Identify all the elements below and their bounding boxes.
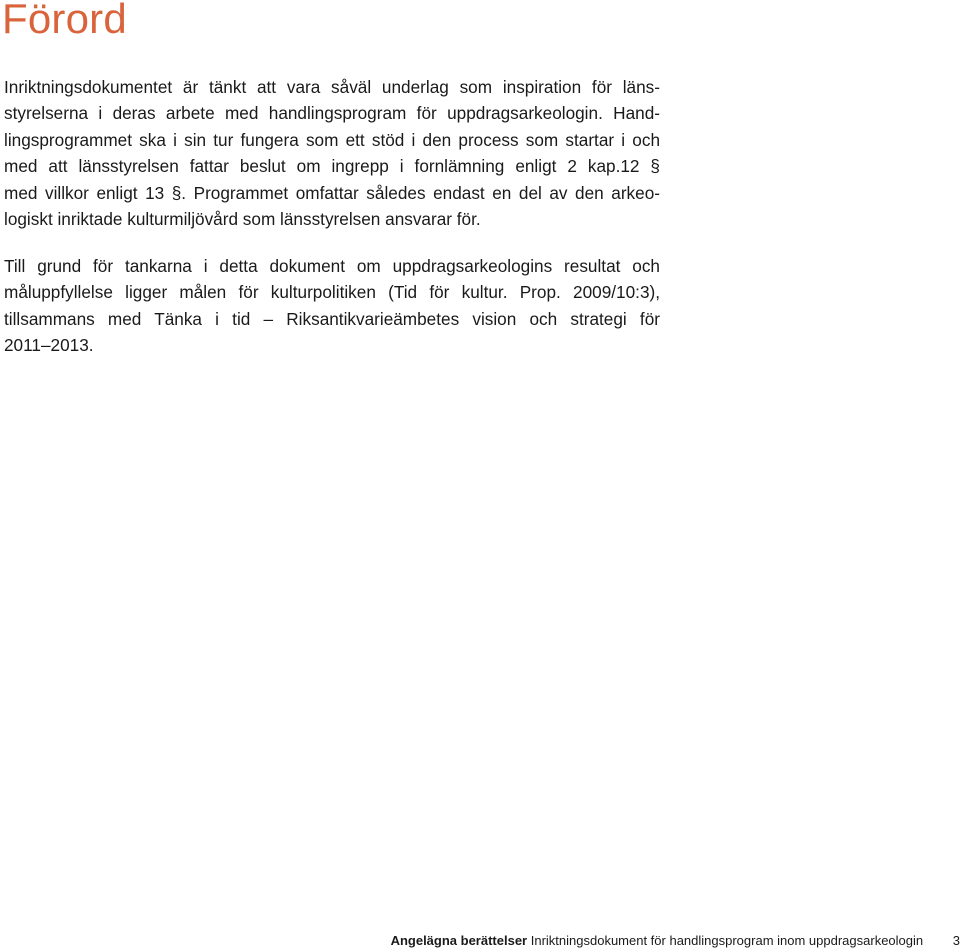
footer-series-title: Angelägna berättelser	[390, 933, 528, 948]
page-title: Förord	[2, 0, 127, 42]
paragraph-intro	[4, 74, 660, 232]
paragraph-line: 2011–2013.	[4, 335, 94, 356]
footer-page-number: 3	[952, 933, 960, 948]
paragraph-line: måluppfyllelse ligger målen för kulturpolitiken (Tid för kultur. Prop. 2009/10:3),	[4, 282, 660, 303]
paragraph-line: tillsammans med Tänka i tid – Riksantikvarieämbetes vision och strategi för	[4, 308, 660, 329]
footer-content	[391, 932, 960, 950]
paragraph-basis	[4, 253, 660, 359]
paragraph-line: med villkor enligt 13 §. Programmet omfattar således endast en del av den arkeo-	[4, 182, 660, 203]
footer-document-title: Inriktningsdokument för handlingsprogram inom uppdragsarkeologin	[530, 933, 924, 948]
paragraph-line: lingsprogrammet ska i sin tur fungera som ett stöd i den process som startar i och	[4, 129, 660, 150]
page-footer	[0, 932, 960, 950]
paragraph-line: styrelserna i deras arbete med handlingsprogram för uppdragsarkeologin. Hand-	[4, 103, 660, 124]
paragraph-line: Till grund för tankarna i detta dokument om uppdragsarkeologins resultat och	[4, 256, 660, 276]
paragraph-line: med att länsstyrelsen fattar beslut om ingrepp i fornlämning enligt 2 kap.12 §	[4, 156, 660, 177]
paragraph-line: logiskt inriktade kulturmiljövård som länsstyrelsen ansvarar för.	[4, 209, 481, 230]
paragraph-line: Inriktningsdokumentet är tänkt att vara såväl underlag som inspiration för läns-	[4, 77, 660, 97]
